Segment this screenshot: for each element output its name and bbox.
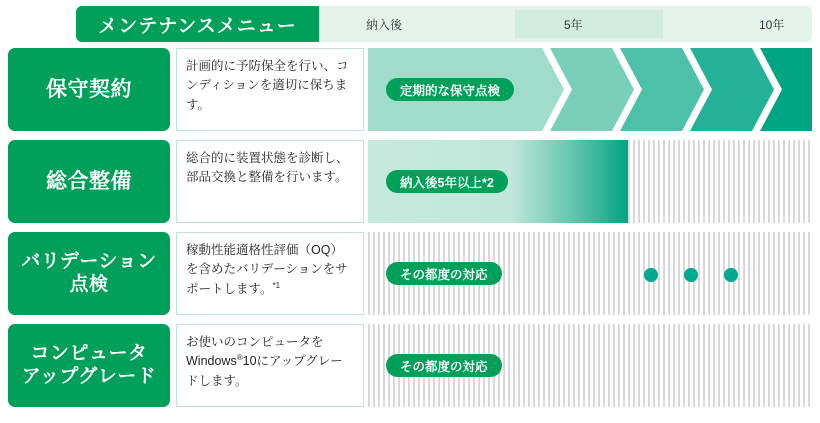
row-pill-computer-upgrade: その都度の対応	[386, 354, 502, 377]
row-description-text-tail: 10にアップグレードします。	[186, 354, 343, 388]
row-maintenance-contract	[8, 48, 812, 131]
row-track-overhaul	[368, 140, 812, 223]
event-dot-1	[644, 268, 658, 282]
timeline-axis	[319, 6, 812, 42]
row-track-validation-inspection	[368, 232, 812, 315]
event-dot-2	[684, 268, 698, 282]
timeline-label-mid: 5年	[564, 17, 583, 32]
footnote-marker-1: *1	[272, 280, 281, 290]
row-computer-upgrade	[8, 324, 812, 407]
row-description-computer-upgrade	[176, 324, 364, 407]
row-track-computer-upgrade	[368, 324, 812, 407]
row-pill-validation-inspection: その都度の対応	[386, 262, 502, 285]
row-label-line-2: 点検	[69, 273, 109, 295]
row-label-line-2: アップグレード	[21, 365, 157, 387]
row-label-validation-inspection	[8, 232, 170, 315]
page-title: メンテナンスメニュー	[76, 6, 319, 42]
row-label-line-1: コンピュータ	[30, 342, 148, 364]
row-track-maintenance-contract	[368, 48, 812, 131]
row-label-overhaul: 総合整備	[8, 140, 170, 223]
row-label-line-1: バリデーション	[21, 250, 157, 272]
header	[8, 6, 812, 42]
row-description-text: 稼動性能適格性評価（OQ）を含めたバリデーションをサポートします。	[186, 243, 348, 296]
timeline-segment-5year	[515, 10, 663, 38]
registered-mark: ®	[236, 353, 243, 363]
row-description-text: お使いのコンピュータをWindows	[186, 335, 324, 369]
row-validation-inspection	[8, 232, 812, 315]
row-overhaul	[8, 140, 812, 223]
row-label-computer-upgrade	[8, 324, 170, 407]
row-pill-maintenance-contract: 定期的な保守点検	[386, 78, 514, 101]
row-description-validation-inspection	[176, 232, 364, 315]
row-description-maintenance-contract: 計画的に予防保全を行い、コンディションを適切に保ちます。	[176, 48, 364, 131]
row-label-maintenance-contract: 保守契約	[8, 48, 170, 131]
timeline-label-start: 納入後	[366, 17, 403, 32]
timeline-label-end: 10年	[759, 17, 785, 32]
row-description-overhaul: 総合的に装置状態を診断し、部品交換と整備を行います。	[176, 140, 364, 223]
event-dot-3	[724, 268, 738, 282]
row-pill-overhaul: 納入後5年以上*2	[386, 170, 508, 193]
